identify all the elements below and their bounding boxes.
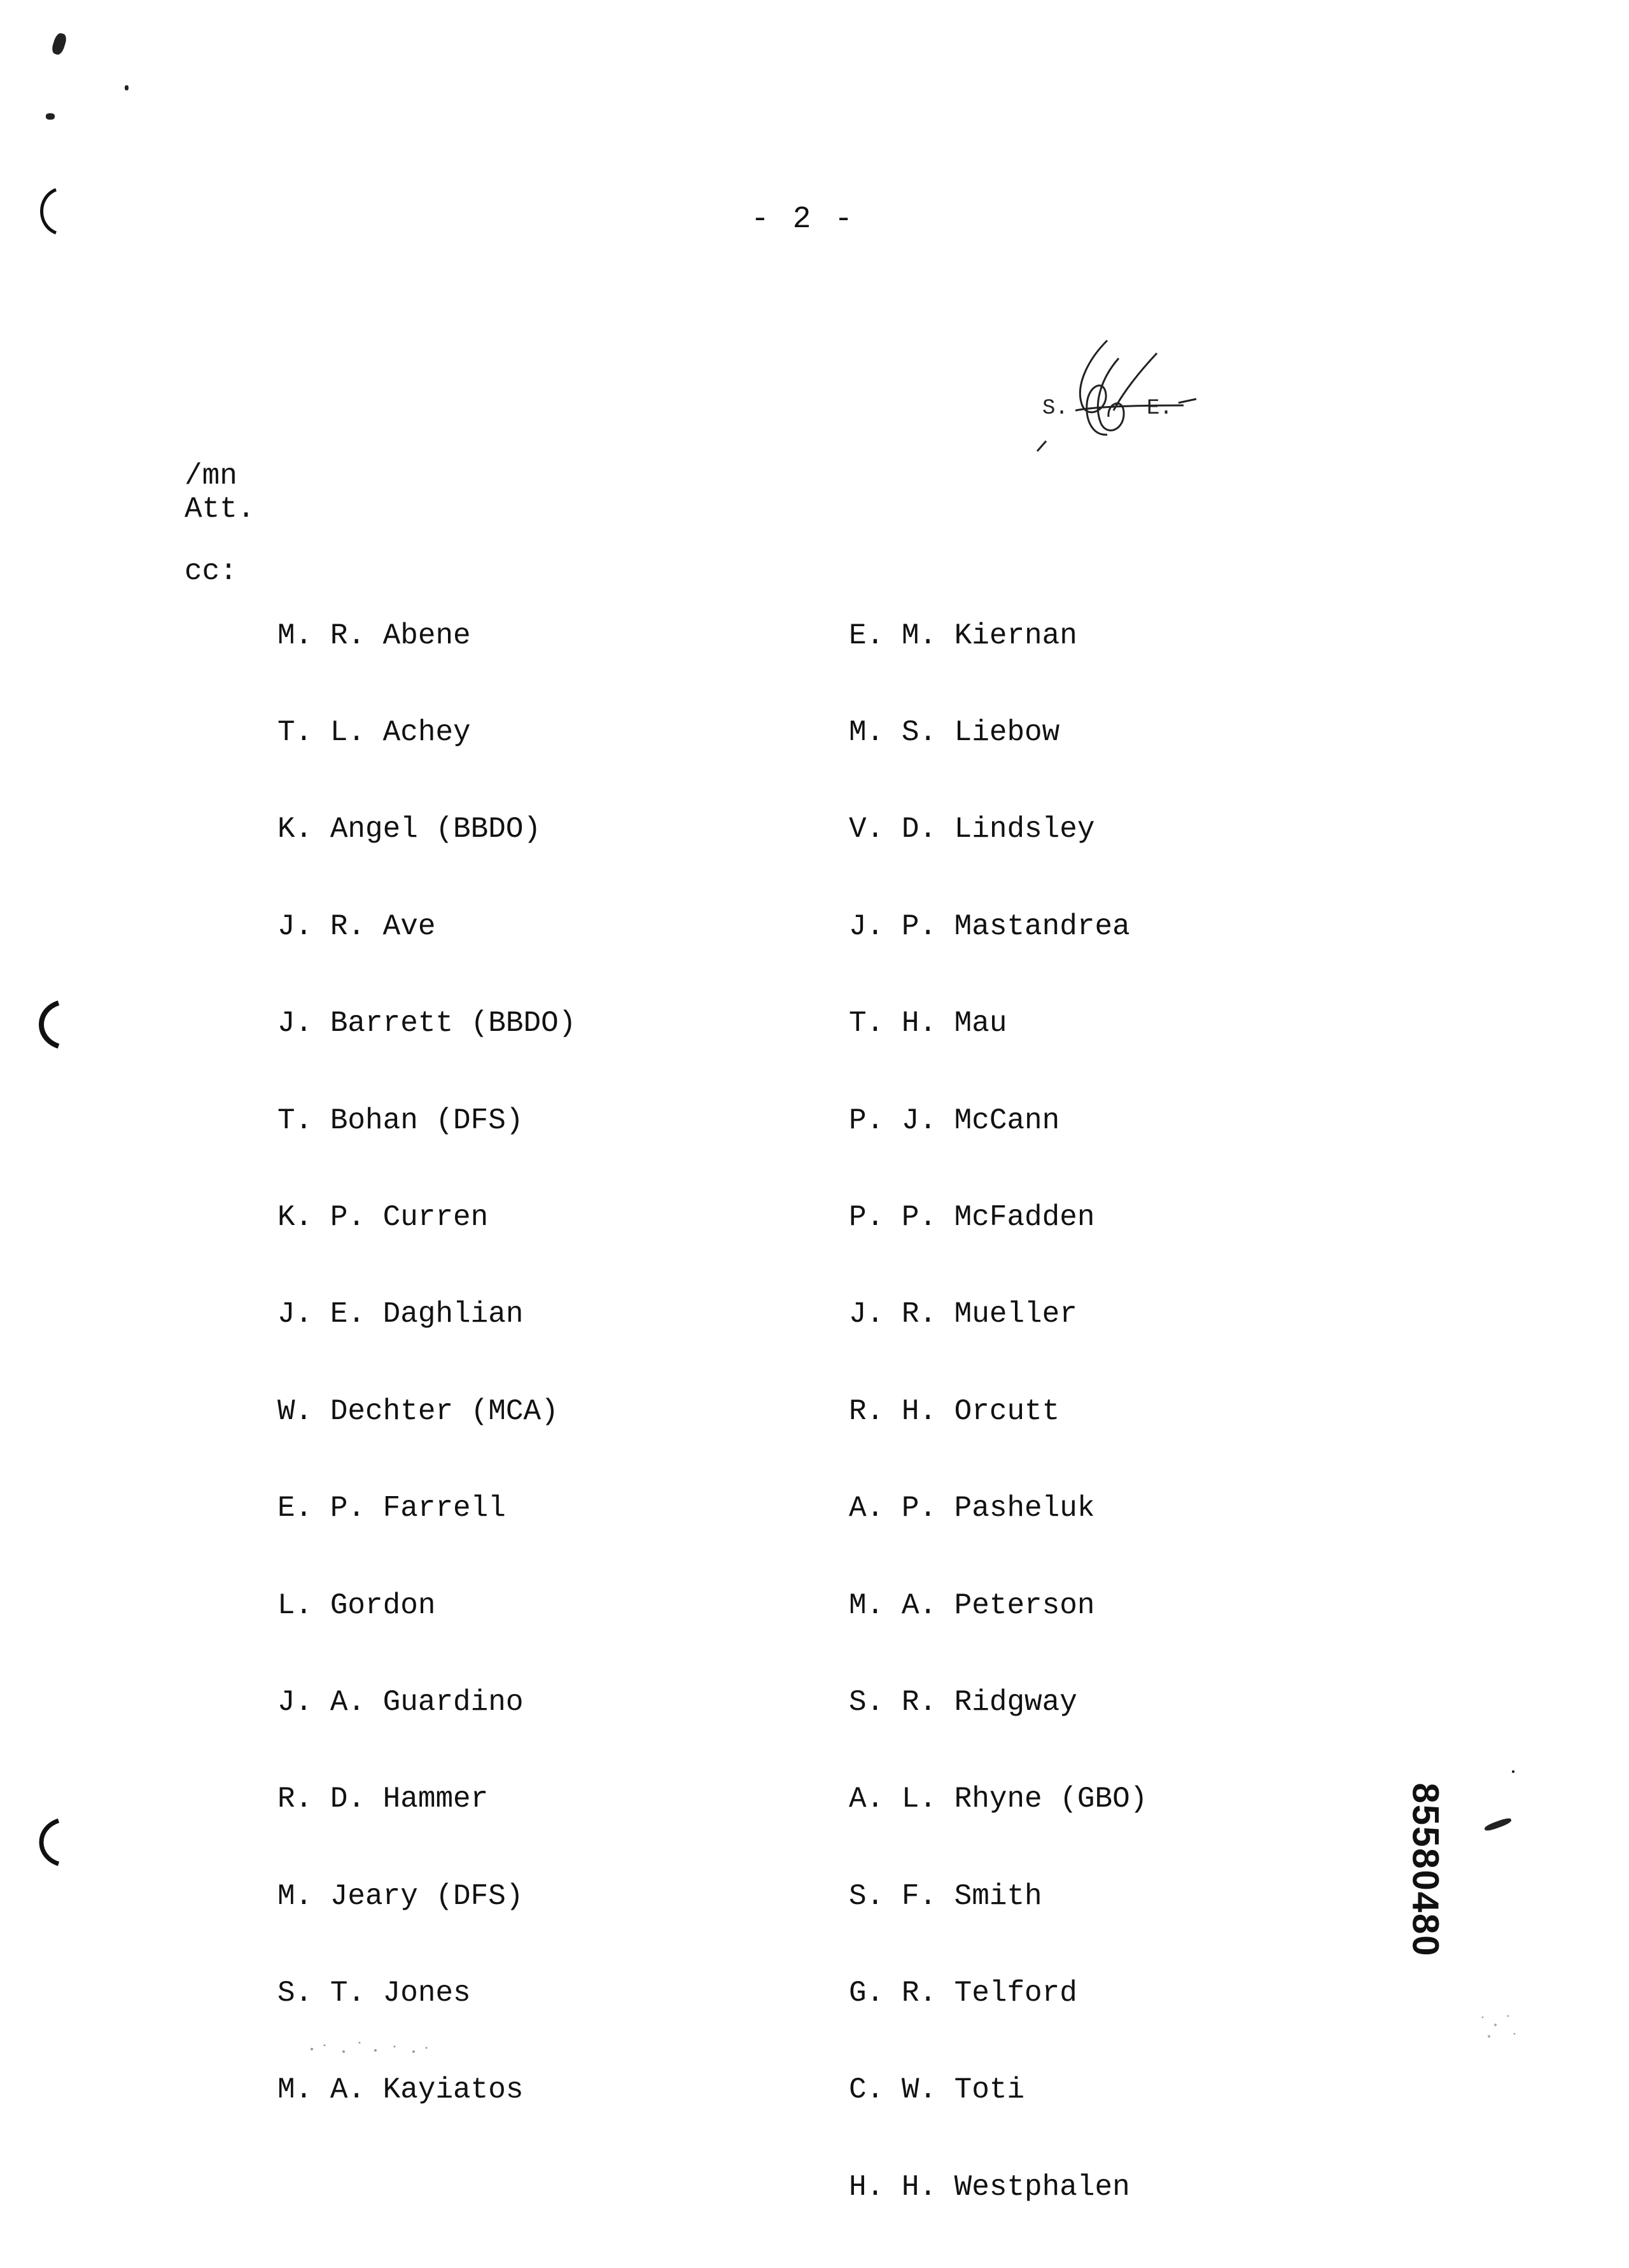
cc-recipient: K. Angel (BBDO) [277,813,542,846]
cc-recipient: R. H. Orcutt [849,1394,1060,1428]
cc-recipient: J. Barrett (BBDO) [277,1007,577,1040]
cc-recipient: A. L. Rhyne (GBO) [849,1782,1148,1816]
cc-list-right [849,555,1147,2268]
signature-initial-right: E. [1147,396,1173,421]
scan-speck [46,113,55,120]
cc-recipient: V. D. Lindsley [849,813,1095,846]
cc-recipient: S. F. Smith [849,1879,1042,1913]
scan-speck [50,32,68,56]
cc-recipient: J. R. Ave [277,909,436,943]
cc-recipient: A. P. Pasheluk [849,1492,1095,1525]
cc-recipient: W. Dechter (MCA) [277,1394,559,1428]
cc-recipient: M. Jeary (DFS) [277,1879,524,1913]
cc-recipient: J. P. Mastandrea [849,909,1130,943]
cc-recipient: R. D. Hammer [277,1782,489,1816]
cc-recipient: J. R. Mueller [849,1298,1077,1331]
punch-hole-mark [31,1817,69,1868]
cc-recipient: H. H. Westphalen [849,2170,1130,2204]
cc-recipient: P. J. McCann [849,1103,1060,1137]
signature [1012,328,1203,461]
scan-noise [1476,2005,1616,2043]
cc-recipient: T. H. Mau [849,1007,1007,1040]
scan-speck [125,85,129,90]
handwritten-signature-mark [1012,328,1203,461]
cc-recipient: T. L. Achey [277,715,471,749]
cc-list-left [277,555,576,2171]
cc-recipient: E. M. Kiernan [849,619,1077,652]
cc-recipient: S. R. Ridgway [849,1685,1077,1719]
cc-recipient: E. P. Farrell [277,1492,506,1525]
cc-recipient: J. A. Guardino [277,1685,524,1719]
cc-recipient: M. S. Liebow [849,715,1060,749]
cc-recipient: T. Bohan (DFS) [277,1103,524,1137]
scan-speck [1512,1770,1514,1773]
cc-recipient: K. P. Curren [277,1200,489,1234]
cc-recipient: M. A. Peterson [849,1588,1095,1622]
document-id: 85580480 [1404,1782,1446,1957]
cc-recipient: G. R. Telford [849,1977,1077,2010]
cc-recipient: P. P. McFadden [849,1200,1095,1234]
typist-reference: /mn [185,459,237,493]
cc-recipient: S. T. Jones [277,1977,471,2010]
signature-initial-left: S. [1042,396,1068,421]
scan-speck [1484,1817,1513,1832]
cc-recipient: M. A. Kayiatos [277,2073,524,2107]
attachment-notation: Att. [185,493,255,526]
cc-recipient: C. W. Toti [849,2073,1025,2107]
punch-hole-mark [31,186,69,237]
page-number: - 2 - [751,202,856,237]
cc-recipient: M. R. Abene [277,619,471,652]
punch-hole-mark [31,999,69,1050]
cc-label: cc: [185,555,237,588]
cc-recipient: J. E. Daghlian [277,1298,524,1331]
cc-recipient: L. Gordon [277,1588,436,1622]
